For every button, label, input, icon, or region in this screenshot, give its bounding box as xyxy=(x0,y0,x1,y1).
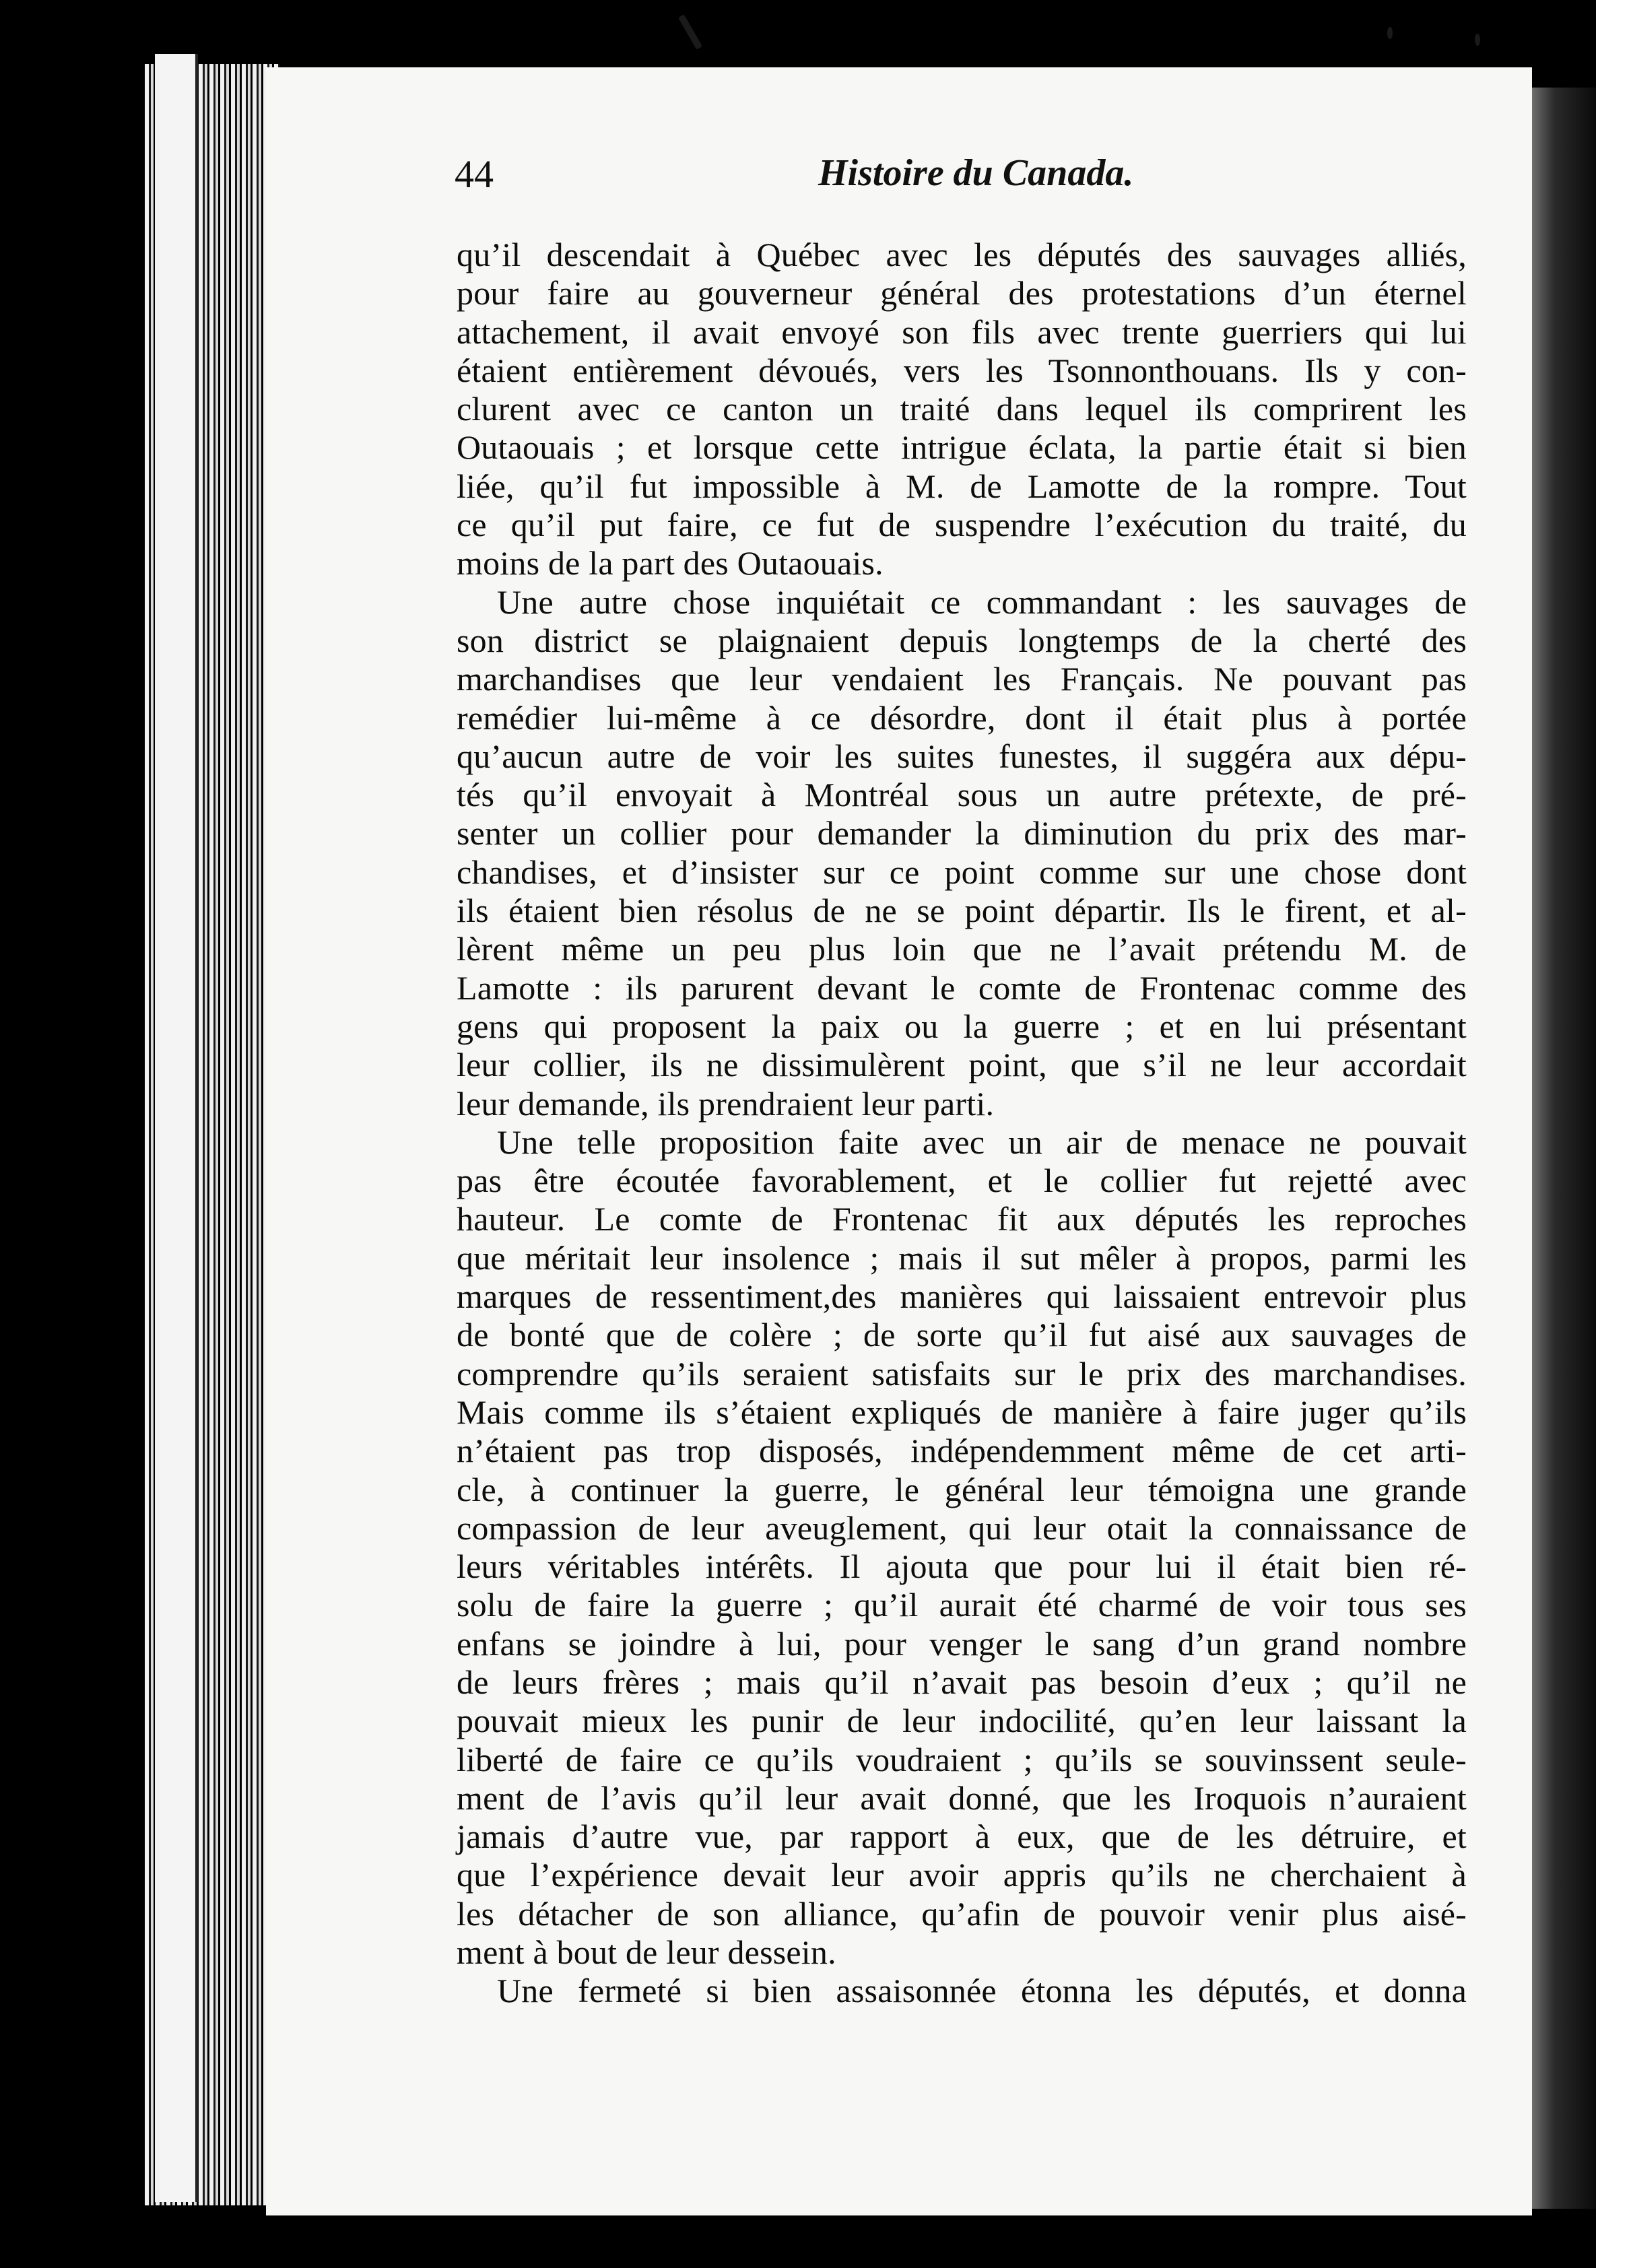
body-text xyxy=(457,236,1467,2011)
page-edge-highlight xyxy=(155,54,198,2202)
scan-margin xyxy=(1596,0,1631,2268)
text-line: attachement, il avait envoyé son fils avec trente guerriers qui lui xyxy=(457,312,1467,351)
text-line: chandises, et d’insister sur ce point comme sur une chose dont xyxy=(457,853,1467,891)
text-line: liée, qu’il fut impossible à M. de Lamotte de la rompre. Tout xyxy=(457,467,1467,505)
text-line: jamais d’autre vue, par rapport à eux, que de les détruire, et xyxy=(457,1817,1467,1856)
text-line: tés qu’il envoyait à Montréal sous un autre prétexte, de pré- xyxy=(457,776,1467,814)
text-line: ment à bout de leur dessein. xyxy=(457,1933,836,1972)
text-line: ce qu’il put faire, ce fut de suspendre l’exécution du traité, du xyxy=(457,506,1467,544)
text-line: Une telle proposition faite avec un air de menace ne pouvait xyxy=(497,1123,1467,1161)
text-line: compassion de leur aveuglement, qui leur otait la connaissance de xyxy=(457,1508,1467,1547)
text-line: cle, à continuer la guerre, le général leur témoigna une grande xyxy=(457,1470,1467,1508)
page-header xyxy=(455,152,1134,212)
text-line: comprendre qu’ils seraient satisfaits sur le prix des marchandises. xyxy=(457,1354,1467,1393)
scan-speck xyxy=(1475,34,1480,46)
text-line: Une autre chose inquiétait ce commandant : les sauvages de xyxy=(497,582,1467,621)
text-line: marques de ressentiment,des manières qui laissaient entrevoir plus xyxy=(457,1277,1467,1316)
text-line: ment de l’avis qu’il leur avait donné, que les Iroquois n’auraient xyxy=(457,1778,1467,1817)
text-line: Une fermeté si bien assaisonnée étonna les députés, et donna xyxy=(497,1972,1467,2010)
text-line: leur demande, ils prendraient leur parti. xyxy=(457,1084,995,1123)
text-line: moins de la part des Outaouais. xyxy=(457,544,884,582)
text-line: clurent avec ce canton un traité dans lequel ils comprirent les xyxy=(457,390,1467,428)
page-number: 44 xyxy=(455,152,494,196)
text-line: de bonté que de colère ; de sorte qu’il fut aisé aux sauvages de xyxy=(457,1316,1467,1354)
text-line: gens qui proposent la paix ou la guerre ; et en lui présentant xyxy=(457,1007,1467,1045)
text-line: Lamotte : ils parurent devant le comte de Frontenac comme des xyxy=(457,968,1467,1007)
text-line: ils étaient bien résolus de ne se point départir. Ils le firent, et al- xyxy=(457,892,1467,930)
text-line: qu’il descendait à Québec avec les députés des sauvages alliés, xyxy=(457,236,1467,273)
text-line: que l’expérience devait leur avoir appris qu’ils ne cherchaient à xyxy=(457,1856,1467,1894)
text-line: Mais comme ils s’étaient expliqués de manière à faire juger qu’ils xyxy=(457,1393,1467,1431)
text-line: hauteur. Le comte de Frontenac fit aux députés les reproches xyxy=(457,1200,1467,1238)
text-line: leurs véritables intérêts. Il ajouta que pour lui il était bien ré- xyxy=(457,1547,1467,1586)
text-line: senter un collier pour demander la diminution du prix des mar- xyxy=(457,814,1467,853)
text-line: que méritait leur insolence ; mais il sut mêler à propos, parmi les xyxy=(457,1238,1467,1277)
text-line: étaient entièrement dévoués, vers les Tsonnonthouans. Ils y con- xyxy=(457,351,1467,389)
binding-shadow xyxy=(1532,88,1596,2209)
text-line: de leurs frères ; mais qu’il n’avait pas besoin d’eux ; qu’il ne xyxy=(457,1663,1467,1701)
scan-speck xyxy=(1387,27,1393,39)
text-line: qu’aucun autre de voir les suites funestes, il suggéra aux dépu- xyxy=(457,737,1467,775)
running-title: Histoire du Canada. xyxy=(818,152,1134,194)
text-line: remédier lui-même à ce désordre, dont il était plus à portée xyxy=(457,698,1467,737)
text-line: solu de faire la guerre ; qu’il aurait été charmé de voir tous ses xyxy=(457,1586,1467,1624)
text-line: son district se plaignaient depuis longtemps de la cherté des xyxy=(457,621,1467,659)
text-line: pas être écoutée favorablement, et le collier fut rejetté avec xyxy=(457,1162,1467,1200)
text-line: liberté de faire ce qu’ils voudraient ; qu’ils se souvinssent seule- xyxy=(457,1740,1467,1778)
text-line: marchandises que leur vendaient les Français. Ne pouvant pas xyxy=(457,660,1467,698)
text-line: enfans se joindre à lui, pour venger le sang d’un grand nombre xyxy=(457,1624,1467,1663)
text-line: Outaouais ; et lorsque cette intrigue éclata, la partie était si bien xyxy=(457,428,1467,467)
text-line: pouvait mieux les punir de leur indocilité, qu’en leur laissant la xyxy=(457,1702,1467,1740)
text-line: pour faire au gouverneur général des protestations d’un éternel xyxy=(457,274,1467,312)
text-line: leur collier, ils ne dissimulèrent point, que s’il ne leur accordait xyxy=(457,1046,1467,1084)
text-line: n’étaient pas trop disposés, indépendemment même de cet arti- xyxy=(457,1432,1467,1470)
text-line: lèrent même un peu plus loin que ne l’avait prétendu M. de xyxy=(457,930,1467,968)
text-line: les détacher de son alliance, qu’afin de pouvoir venir plus aisé- xyxy=(457,1894,1467,1933)
